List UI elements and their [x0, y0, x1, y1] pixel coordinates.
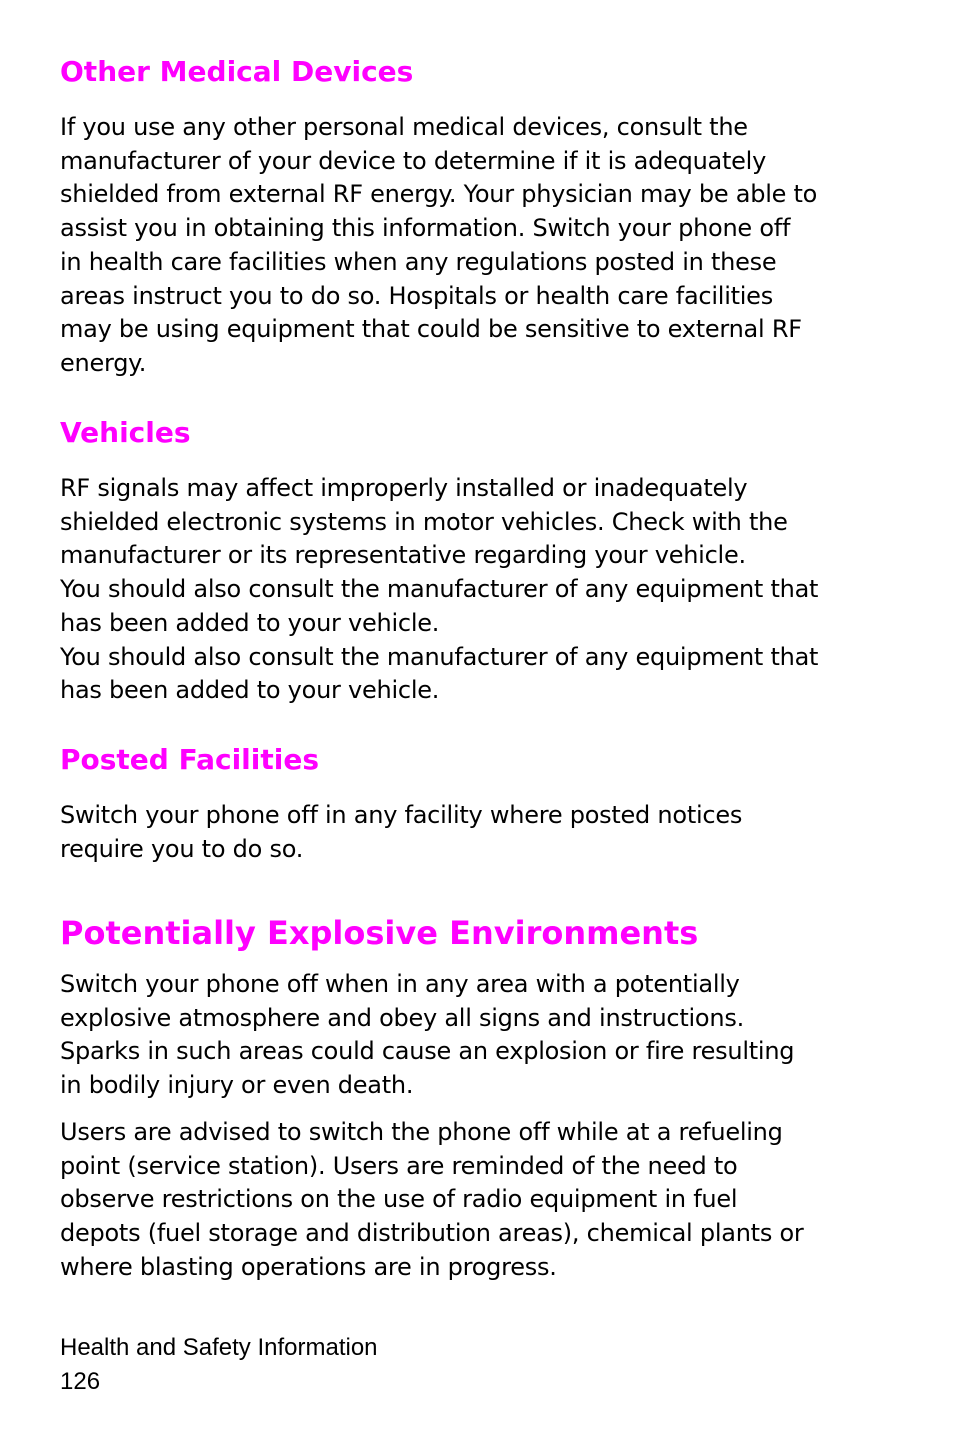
text-line: observe restrictions on the use of radio equipment in fuel [60, 1185, 738, 1214]
footer-page-number: 126 [60, 1368, 101, 1395]
text-line: explosive atmosphere and obey all signs and instructions. [60, 1003, 744, 1032]
paragraph-vehicles [60, 472, 890, 708]
text-line: You should also consult the manufacturer of any equipment that [60, 642, 819, 671]
text-line: Sparks in such areas could cause an explosion or fire resulting [60, 1037, 795, 1066]
text-line: Switch your phone off in any facility where posted notices [60, 801, 743, 829]
heading-other-medical-devices: Other Medical Devices [60, 55, 414, 88]
heading-vehicles: Vehicles [60, 416, 191, 449]
paragraph-explosive-1 [60, 968, 890, 1103]
text-line: assist you in obtaining this information. Switch your phone off [60, 214, 791, 243]
text-line: has been added to your vehicle. [60, 608, 440, 637]
text-line: in health care facilities when any regulations posted in these [60, 247, 777, 276]
text-line: may be using equipment that could be sensitive to external RF [60, 315, 802, 344]
text-line: areas instruct you to do so. Hospitals or health care facilities [60, 281, 773, 310]
text-line: If you use any other personal medical devices, consult the [60, 113, 748, 141]
footer-section-title: Health and Safety Information [60, 1334, 378, 1361]
paragraph-explosive-2 [60, 1116, 890, 1285]
heading-posted-facilities: Posted Facilities [60, 743, 319, 776]
text-line: Switch your phone off when in any area with a potentially [60, 970, 740, 998]
text-line: manufacturer or its representative regarding your vehicle. [60, 541, 746, 570]
text-line: depots (fuel storage and distribution areas), chemical plants or [60, 1219, 804, 1248]
text-line: where blasting operations are in progress. [60, 1252, 557, 1281]
paragraph-posted-facilities [60, 799, 890, 866]
text-line: manufacturer of your device to determine if it is adequately [60, 146, 767, 175]
text-line: Users are advised to switch the phone off while at a refueling [60, 1118, 783, 1146]
paragraph-other-medical-devices [60, 111, 890, 381]
text-line: energy. [60, 348, 147, 377]
heading-potentially-explosive-environments: Potentially Explosive Environments [60, 914, 699, 952]
text-line: RF signals may affect improperly installed or inadequately [60, 474, 748, 502]
text-line: shielded electronic systems in motor vehicles. Check with the [60, 507, 788, 536]
text-line: point (service station). Users are reminded of the need to [60, 1151, 738, 1180]
text-line: in bodily injury or even death. [60, 1071, 414, 1100]
text-line: shielded from external RF energy. Your physician may be able to [60, 180, 818, 209]
text-line: has been added to your vehicle. [60, 676, 440, 705]
text-line: You should also consult the manufacturer of any equipment that [60, 575, 819, 604]
text-line: require you to do so. [60, 834, 304, 863]
